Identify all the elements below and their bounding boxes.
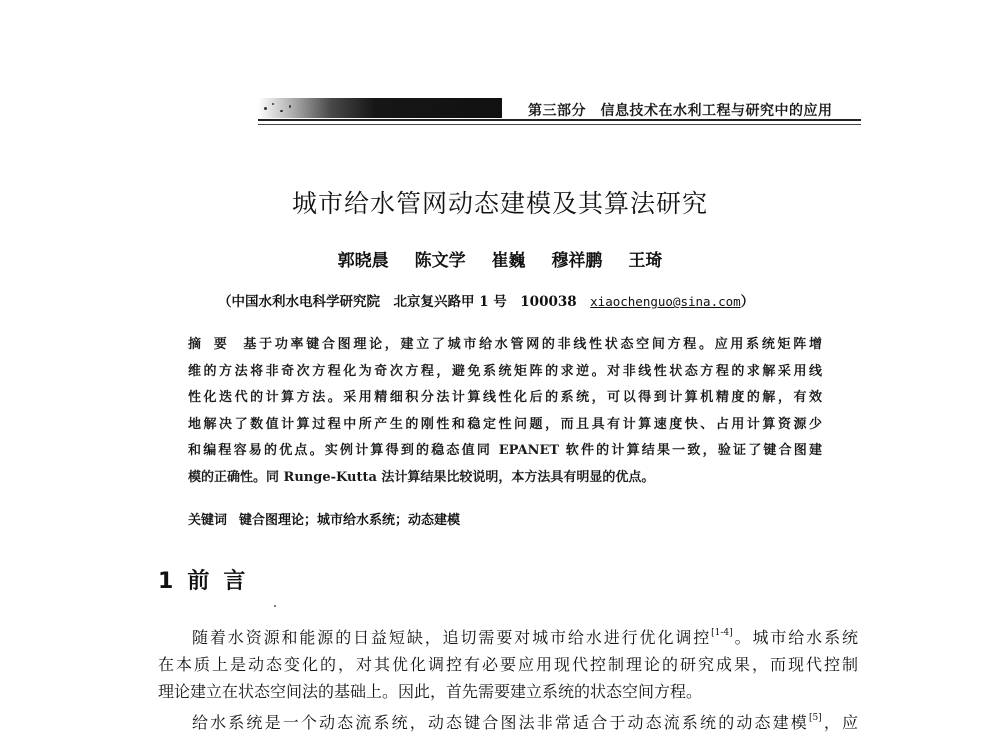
author-name: 崔巍 (491, 251, 526, 271)
scan-speck (274, 605, 276, 607)
body-line (158, 705, 858, 736)
body-line: 在本质上是动态变化的，对其优化调控有必要应用现代控制理论的研究成果，而现代控制 (158, 655, 858, 674)
abstract-line: 和编程容易的优点。实例计算得到的稳态值同 EPANET 软件的计算结果一致，验证了键合图建 (188, 443, 822, 459)
author-name: 郭晓晨 (337, 251, 389, 271)
keywords (188, 509, 460, 528)
author-affiliation (218, 290, 754, 310)
abstract-line: 维的方法将非奇次方程化为奇次方程，避免系统矩阵的求逆。对非线性状态方程的求解采用线 (188, 363, 822, 379)
body-text: ，应 (821, 713, 858, 732)
citation-ref: [1-4] (711, 628, 733, 638)
author-name: 穆祥鹏 (551, 251, 603, 271)
affiliation-institution: 中国水利水电科学研究院 北京复兴路甲 1 号 100038 (231, 294, 591, 310)
abstract-label: 摘要 (188, 337, 240, 352)
body-text: 给水系统是一个动态流系统，动态键合图法非常适合于动态流系统的动态建模 (192, 713, 809, 732)
author-email-link[interactable]: xiaochenguo@sina.com (590, 294, 741, 309)
header-rule (258, 119, 861, 121)
section-number: 1 (158, 569, 188, 594)
author-list (0, 246, 1000, 271)
section-title: 前言 (187, 569, 260, 594)
abstract-line: 性化迭代的计算方法。采用精细积分法计算线性化后的系统，可以得到计算机精度的解，有效 (188, 390, 822, 406)
body-paragraph (158, 620, 858, 736)
abstract (188, 332, 822, 492)
body-text: 。城市给水系统 (732, 628, 858, 647)
keywords-text: 键合图理论；城市给水系统；动态建模 (239, 513, 461, 528)
body-line: 理论建立在状态空间法的基础上。因此，首先需要建立系统的状态空间方程。 (158, 682, 703, 701)
body-text: 随着水资源和能源的日益短缺，追切需要对城市给水进行优化调控 (192, 628, 712, 647)
abstract-line (188, 332, 822, 359)
running-header-section-title: 第三部分 信息技术在水利工程与研究中的应用 (528, 103, 833, 119)
keywords-label: 关键词 (188, 513, 228, 528)
section-heading (158, 564, 259, 595)
author-name: 王琦 (628, 251, 663, 271)
body-line (158, 620, 858, 651)
abstract-line: 模的正确性。同 Runge-Kutta 法计算结果比较说明，本方法具有明显的优点。 (188, 469, 655, 485)
abstract-text: 基于功率键合图理论，建立了城市给水管网的非线性状态空间方程。应用系统矩阵增 (243, 337, 822, 352)
affiliation-open-paren: （ (218, 294, 232, 310)
header-rule-thin (258, 124, 861, 125)
abstract-line: 地解决了数值计算过程中所产生的刚性和稳定性问题，而且具有计算速度快、占用计算资源少 (188, 416, 822, 432)
author-name: 陈文学 (414, 251, 466, 271)
affiliation-close-paren: ） (740, 294, 755, 310)
header-decorative-band (258, 98, 502, 118)
citation-ref: [5] (808, 713, 822, 723)
paper-title: 城市给水管网动态建模及其算法研究 (291, 189, 708, 218)
